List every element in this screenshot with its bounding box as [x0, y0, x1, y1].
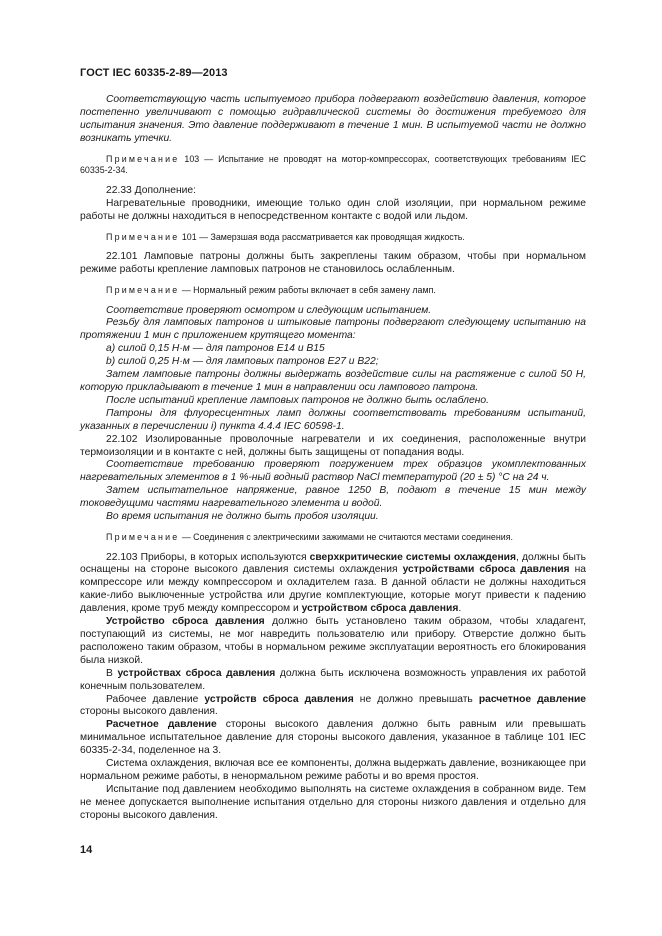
note-text: — Нормальный режим работы включает в себя замену ламп.: [179, 284, 436, 295]
text-run: .: [458, 603, 462, 615]
note-text: 103 — Испытание не проводят на мотор-компрессорах, соответствующих требованиям IEC 60335-2-34.: [80, 153, 586, 176]
paragraph-design-pressure: [80, 719, 586, 758]
section-22-102-test-2: Затем испытательное напряжение, равное 1250 В, подают в течение 15 мин между токоведущими частями нагревательного элемента и водой.: [80, 485, 586, 510]
section-22-103: [80, 552, 586, 617]
term-pressure-relief-device: устройством сброса давления: [301, 603, 459, 615]
text-run: В: [106, 667, 118, 679]
term-pressure-relief-devices: устройствах сброса давления: [117, 667, 276, 679]
paragraph-cooling-system: Система охлаждения, включая все ее компоненты, должна выдержать давление, возникающее при нормальном режиме работы, в ненормальном режиме работы и во время простоя.: [80, 758, 586, 782]
note-label: Примечание: [106, 284, 180, 295]
text-run: стороны высокого давления.: [80, 706, 218, 718]
section-22-102-test-3: Во время испытания не должно быть пробоя изоляции.: [106, 511, 379, 523]
note-103: [80, 154, 586, 177]
paragraph-pressure-testing: Испытание под давлением необходимо выполнять на системе охлаждения в собранном виде. Тем не менее допускается выполнение испытания отдельно для стороны низкого давления и отдельно для стороны высокого давления.: [80, 783, 586, 821]
text-run: 22.103 Приборы, в которых используются: [106, 551, 310, 563]
text-run: на компрессоре или между компрессором и охладителем газа. В данной области не должны находиться какие-либо выключенные устройства или другие комплектующие, которые могут привести к падению давления, кроме труб между компрессором и: [80, 564, 586, 615]
test-fluorescent-text: Патроны для флуоресцентных ламп должны соответствовать требованиям испытаний, указанных в перечислении i) пункта 4.4.4 IEC 60598-1.: [80, 407, 586, 432]
document-header: ГОСТ IEC 60335-2-89—2013: [80, 67, 228, 79]
paragraph-working-pressure: [80, 694, 586, 720]
text-run: должна быть исключена возможность управления их работой конечным пользователем.: [80, 667, 586, 692]
text-run: Рабочее давление: [106, 693, 205, 705]
paragraph-relief-device-install: [80, 616, 586, 668]
paragraph-relief-device-control: [80, 668, 586, 694]
text-run: , должны быть оснащены на стороне высокого давления системы охлаждения: [80, 551, 586, 576]
text-run: стороны высокого давления должно быть равным или превышать минимальное испытательное давление для стороны высокого давления, указанное в таблице 101 IEC 60335-2-34, поделенное на 3.: [80, 719, 586, 757]
test-item-b: b) силой 0,25 Н·м — для ламповых патронов E27 и B22;: [106, 356, 379, 368]
term-pressure-relief-devices: устройств сброса давления: [204, 693, 354, 705]
test-compliance-intro: Соответствие проверяют осмотром и следующим испытанием.: [106, 304, 432, 316]
term-design-pressure: расчетное давление: [478, 693, 587, 705]
term-design-pressure: Расчетное давление: [106, 719, 217, 731]
note-101: [80, 232, 586, 244]
text-run: должно быть установлено таким образом, чтобы хладагент, поступающий из системы, не мог навредить пользователю или прибору. Отверстие должно быть расположено таким образом, чтобы в нормальном режиме эксплуатации вероятность его блокирования была низкой.: [80, 616, 586, 666]
section-22-102-test-1: Соответствие требованию проверяют погружением трех образцов укомплектованных нагревательных элементов в 1 %-ный водный раствор NaCl температурой (20 ± 5) °С на 24 ч.: [80, 459, 586, 484]
term-pressure-relief-device: Устройство сброса давления: [106, 616, 265, 628]
test-tension-text: Затем ламповые патроны должны выдержать воздействие силы на растяжение с силой 50 Н, которую прикладывают в течение 1 мин в направлении оси лампового патрона.: [80, 369, 586, 393]
note-label: Примечание: [106, 231, 180, 242]
test-item-a: a) силой 0,15 Н·м — для патронов E14 и B15: [106, 343, 325, 355]
note-text: — Соединения с электрическими зажимами не считаются местами соединения.: [179, 531, 513, 542]
test-result-text: После испытаний крепление ламповых патронов не должно быть ослаблено.: [106, 394, 489, 406]
note-text: 101 — Замерзшая вода рассматривается как проводящая жидкость.: [179, 231, 465, 242]
paragraph-pressure-test: Соответствующую часть испытуемого прибора подвергают воздействию давления, которое постепенно увеличивают с помощью гидравлической системы до достижения требуемого для испытания значения. Это давление поддерживают в течение 1 мин. В испытуемой части не должно возникать утечки.: [80, 94, 586, 144]
section-22-102: 22.102 Изолированные проволочные нагреватели и их соединения, расположенные внутри термоизоляции и в контакте с ней, должны быть защищены от попадания воды.: [80, 433, 586, 458]
document-body: [80, 94, 586, 823]
section-22-33-title: 22.33 Дополнение:: [106, 184, 196, 196]
section-22-33-text: Нагревательные проводники, имеющие только один слой изоляции, при нормальном режиме работы не должны находиться в непосредственном контакте с водой или льдом.: [80, 197, 586, 222]
note-lamp-replacement: [80, 285, 586, 297]
test-torque-text: Резьбу для ламповых патронов и штыковые патроны подвергают следующему испытанию на протяжении 1 мин с приложением крутящего момента:: [80, 317, 586, 342]
note-label: Примечание: [106, 531, 180, 542]
text-run: не должно превышать: [353, 693, 479, 705]
term-supercritical-system: сверхкритические системы охлаждения: [309, 551, 517, 563]
term-pressure-relief-devices: устройствами сброса давления: [402, 564, 570, 576]
section-22-101: 22.101 Ламповые патроны должны быть закреплены таким образом, чтобы при нормальном режиме работы крепление ламповых патронов не становилось ослабленным.: [80, 251, 586, 276]
note-connections: [80, 532, 586, 544]
note-label: Примечание: [106, 153, 180, 164]
page-number: 14: [80, 844, 93, 856]
